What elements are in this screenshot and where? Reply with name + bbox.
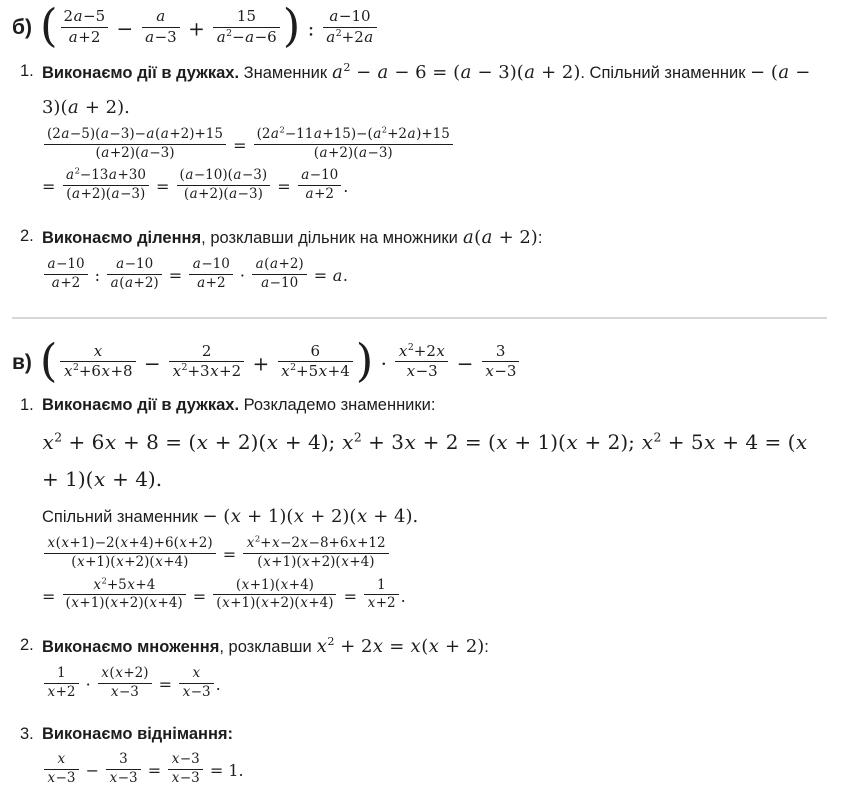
step-text: : (484, 638, 489, 657)
step-number: 1. (20, 396, 34, 415)
math-line (42, 423, 829, 496)
inline-math: $x^2 + 2x = x(x + 2)$ (316, 635, 485, 658)
inline-math: = (227, 135, 252, 155)
fraction-numerator: 1 (44, 665, 79, 684)
big-paren: ( (39, 0, 58, 53)
inline-math: = (150, 177, 175, 197)
fraction-denominator: (a+2)(a−3) (183, 186, 263, 203)
inline-math: = (338, 586, 363, 606)
fraction (107, 256, 162, 293)
step-title: Виконаємо ділення (42, 228, 202, 247)
step-text: , розклавши (219, 638, 317, 657)
step-text: , розклавши дільник на множники (201, 228, 463, 247)
problem-statement (12, 0, 829, 53)
fraction (168, 751, 203, 788)
step-body (42, 629, 829, 708)
inline-math: : (301, 16, 321, 41)
inline-math: = (163, 265, 188, 285)
solution-step (12, 55, 829, 210)
inline-math: − (137, 350, 168, 375)
fraction-denominator: x−3 (47, 769, 76, 786)
fraction (44, 535, 216, 572)
fraction (44, 256, 88, 293)
inline-math: a(a + 2) (462, 226, 538, 248)
inline-math: = a. (308, 265, 348, 285)
fraction-numerator: 2 (169, 342, 244, 363)
fraction-denominator: $x^2+6x+8$ (63, 362, 133, 381)
fraction-denominator: x+2 (367, 595, 396, 612)
fraction-denominator: $a^2+2a$ (326, 27, 374, 46)
fraction-numerator: 6 (278, 342, 353, 363)
inline-math: − (x + 1)(x + 2)(x + 4). (202, 505, 419, 527)
fraction-denominator: a+2 (51, 274, 81, 291)
step-text: Знаменник (239, 63, 332, 82)
step-body (42, 389, 829, 619)
inline-math: $a^2 - a - 6 = (a - 3)(a + 2)$ (332, 60, 581, 83)
inline-math: = (217, 544, 242, 564)
inline-math: = (153, 675, 178, 695)
inline-math: · (80, 675, 96, 695)
fraction-numerator: $x^2+5x+4$ (63, 577, 186, 596)
fraction (169, 342, 244, 383)
fraction (179, 665, 214, 702)
fraction-numerator: a−10 (323, 7, 377, 28)
fraction-denominator: a+2 (305, 186, 334, 203)
step-paragraph (42, 629, 829, 664)
inline-math: − (450, 350, 480, 375)
fraction (364, 577, 399, 614)
fraction (44, 751, 79, 788)
fraction-denominator: (x+1)(x+2)(x+4) (257, 553, 375, 570)
fraction (482, 342, 520, 383)
step-number: 2. (20, 226, 34, 245)
fraction (60, 342, 135, 383)
inline-math: . (215, 675, 221, 695)
math-line (42, 752, 829, 789)
step-title: Виконаємо дії в дужках. (42, 396, 240, 415)
fraction-denominator: (x+1)(x+2)(x+4) (65, 595, 183, 612)
fraction-denominator: (x+1)(x+2)(x+4) (216, 595, 334, 612)
math-line (42, 124, 829, 164)
step-body (42, 55, 829, 210)
fraction-numerator: x−3 (168, 751, 203, 770)
step-number: 3. (20, 724, 34, 743)
fraction-numerator: a−10 (189, 256, 233, 275)
fraction-numerator: a(a+2) (252, 256, 307, 275)
step-text: Розкладемо знаменники: (239, 396, 436, 415)
fraction-numerator: (a−10)(a−3) (177, 167, 271, 186)
math-line (42, 575, 829, 615)
fraction (298, 167, 342, 204)
fraction (63, 167, 149, 204)
fraction-numerator: 2a−5 (61, 7, 109, 28)
step-paragraph (42, 220, 829, 255)
fraction (278, 342, 353, 383)
fraction-numerator: x (60, 342, 135, 363)
fraction-numerator: x(x+2) (98, 665, 152, 684)
inline-math: = 1. (204, 760, 244, 780)
fraction-denominator: $x^2+3x+2$ (172, 362, 242, 381)
fraction-numerator: 3 (482, 342, 520, 363)
fraction-numerator: a−10 (44, 256, 88, 275)
inline-math: . (343, 177, 349, 197)
fraction (142, 7, 180, 48)
fraction (243, 535, 388, 572)
fraction (106, 751, 141, 788)
step-paragraph (42, 718, 829, 750)
inline-math: $x^2 + 6x + 8 = (x + 2)(x + 4)$; $x^2 + 3x + 2 = (x + 1)(x + 2)$; $x^2 + 5x + 4 = (x + 1)(x + 4)$. (42, 429, 808, 491)
fraction-numerator: x(x+1)−2(x+4)+6(x+2) (44, 535, 216, 554)
inline-math: = (187, 586, 212, 606)
step-number: 2. (20, 636, 34, 655)
step-paragraph (42, 499, 829, 534)
fraction-numerator: a−10 (107, 256, 162, 275)
math-line (42, 666, 829, 703)
fraction-numerator: $(2a^2-11a+15)-(a^2+2a)+15$ (254, 126, 453, 145)
fraction-denominator: x−3 (171, 769, 200, 786)
section-label: в) (12, 350, 32, 374)
fraction-denominator: (a+2)(a−3) (95, 144, 175, 161)
fraction (63, 577, 186, 614)
inline-math: : (89, 265, 106, 285)
fraction-numerator: a−10 (298, 167, 342, 186)
step-text: : (537, 228, 543, 247)
section-label: б) (12, 16, 32, 40)
solution-step (12, 220, 829, 299)
fraction-denominator: x−3 (109, 769, 138, 786)
step-paragraph (42, 389, 829, 421)
solution-step (12, 718, 829, 794)
step-text: Спільний знаменник (42, 507, 203, 526)
math-line (42, 533, 829, 573)
fraction-numerator: a (142, 7, 180, 28)
fraction-numerator: x (179, 665, 214, 684)
fraction-numerator: x (44, 751, 79, 770)
fraction-numerator: $x^2+2x$ (395, 342, 448, 363)
inline-math: = (142, 760, 167, 780)
fraction (395, 342, 448, 383)
fraction-numerator: $a^2-13a+30$ (63, 167, 149, 186)
inline-math: + (246, 350, 276, 375)
fraction (189, 256, 233, 293)
step-body (42, 220, 829, 299)
solution-step (12, 629, 829, 708)
fraction-denominator: $x^2+5x+4$ (281, 362, 350, 381)
solution-section-b (12, 0, 829, 299)
inline-math: − (80, 760, 105, 780)
fraction (98, 665, 152, 702)
fraction-numerator: 15 (213, 7, 280, 28)
fraction (254, 126, 453, 163)
inline-math: − (a − 3)(a + 2). (42, 61, 811, 118)
inline-math: − (110, 16, 140, 41)
inline-math: = (42, 586, 61, 606)
big-paren: ( (39, 333, 58, 387)
step-body (42, 718, 829, 794)
fraction (252, 256, 307, 293)
fraction-numerator: (x+1)(x+4) (213, 577, 336, 596)
solution-step (12, 389, 829, 619)
inline-math: = (42, 177, 61, 197)
fraction-numerator: (2a−5)(a−3)−a(a+2)+15 (44, 126, 226, 145)
math-line (42, 257, 829, 294)
math-line (42, 165, 829, 205)
fraction (44, 665, 79, 702)
fraction-denominator: a+2 (197, 274, 226, 291)
fraction-denominator: x−3 (485, 362, 517, 381)
inline-math: = (272, 177, 296, 197)
fraction-numerator: 1 (364, 577, 399, 596)
inline-math: . (400, 586, 406, 606)
step-number: 1. (20, 61, 34, 80)
big-paren: ) (282, 0, 301, 53)
fraction-denominator: a−3 (145, 27, 177, 46)
step-text: . Спільний знаменник (580, 63, 751, 82)
inline-math: · (234, 265, 251, 285)
fraction-denominator: x−3 (406, 362, 438, 381)
fraction (213, 7, 280, 48)
step-title: Виконаємо множення (42, 638, 220, 657)
fraction-numerator: 3 (106, 751, 141, 770)
problem-statement (12, 333, 829, 387)
fraction-denominator: (a+2)(a−3) (66, 186, 146, 203)
fraction (213, 577, 336, 614)
fraction (177, 167, 271, 204)
step-paragraph (42, 55, 829, 125)
section-divider (12, 317, 827, 319)
fraction-denominator: (a+2)(a−3) (313, 144, 393, 161)
fraction-denominator: $a^2-a-6$ (216, 27, 277, 46)
fraction-denominator: x−3 (110, 684, 139, 701)
fraction (323, 7, 377, 48)
step-title: Виконаємо віднімання: (42, 724, 234, 743)
fraction-denominator: x−3 (182, 684, 211, 701)
solution-section-v (12, 333, 829, 794)
big-paren: ) (355, 333, 374, 387)
inline-math: + (181, 16, 212, 41)
fraction-numerator: $x^2+x-2x-8+6x+12$ (243, 535, 388, 554)
fraction-denominator: (x+1)(x+2)(x+4) (71, 553, 189, 570)
fraction-denominator: a+2 (68, 27, 101, 46)
fraction-denominator: x+2 (47, 684, 76, 701)
fraction-denominator: a(a+2) (110, 274, 159, 291)
step-title: Виконаємо дії в дужках. (42, 63, 240, 82)
inline-math: · (374, 350, 394, 375)
fraction (44, 126, 226, 163)
fraction-denominator: a−10 (261, 274, 299, 291)
fraction (61, 7, 109, 48)
